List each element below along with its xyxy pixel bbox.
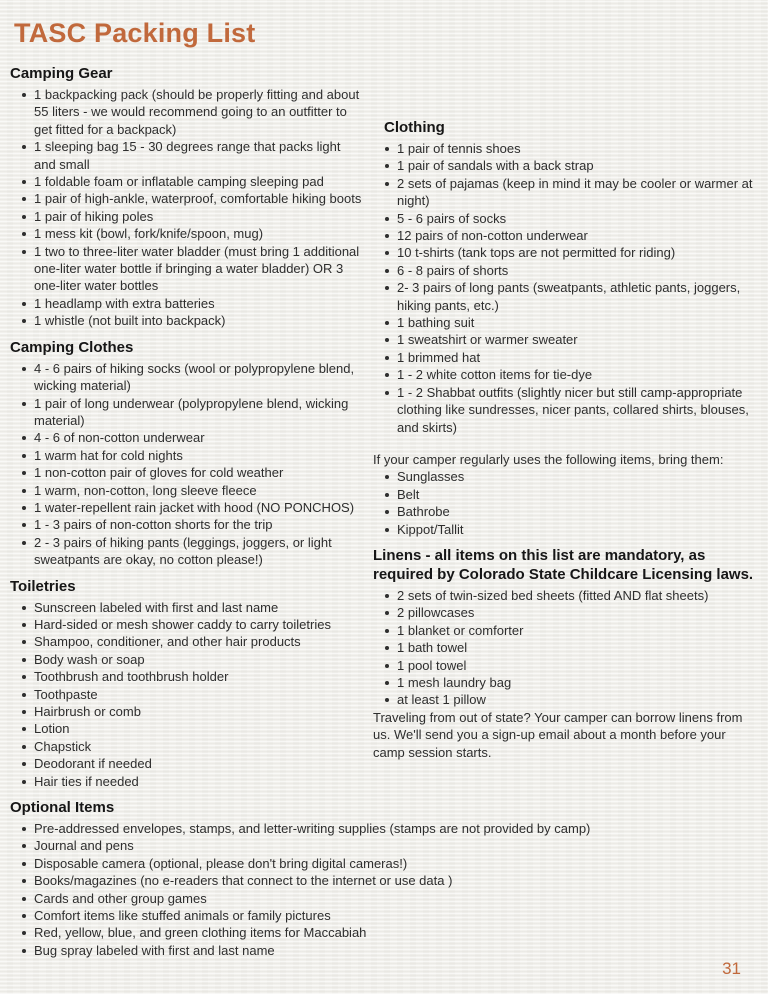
list-item: 2- 3 pairs of long pants (sweatpants, athletic pants, joggers, hiking pants, etc.) <box>397 279 758 314</box>
bullet-list <box>373 468 758 538</box>
list-item: Toothpaste <box>34 686 365 703</box>
section-heading: Camping Gear <box>10 65 113 82</box>
list-item: 2 pillowcases <box>397 604 758 621</box>
bullet-list <box>10 599 365 790</box>
list-item: 1 headlamp with extra batteries <box>34 295 365 312</box>
section-heading: Camping Clothes <box>10 338 134 356</box>
left-column <box>10 64 365 790</box>
list-item: 1 sleeping bag 15 - 30 degrees range that packs light and small <box>34 138 365 173</box>
list-item: at least 1 pillow <box>397 691 758 708</box>
list-item: 1 bathing suit <box>397 314 758 331</box>
section-footer: Traveling from out of state? Your camper can borrow linens from us. We'll send you a sign-up email about a month before your camp session starts. <box>373 709 743 760</box>
bottom-section <box>10 798 758 959</box>
section-heading: Clothing <box>384 119 445 136</box>
list-item: 1 blanket or comforter <box>397 622 758 639</box>
list-item: 5 - 6 pairs of socks <box>397 210 758 227</box>
bullet-list <box>10 86 365 330</box>
list-item: Hard-sided or mesh shower caddy to carry toiletries <box>34 616 365 633</box>
section <box>10 338 365 569</box>
section <box>10 64 365 330</box>
list-item: 1 non-cotton pair of gloves for cold weather <box>34 464 365 481</box>
list-item: 1 pair of hiking poles <box>34 208 365 225</box>
list-item: Toothbrush and toothbrush holder <box>34 668 365 685</box>
section <box>10 798 758 959</box>
section-heading: Linens - all items on this list are mandatory, as required by Colorado State Childcare Licensing laws. <box>373 546 754 583</box>
list-item: Books/magazines (no e-readers that connect to the internet or use data ) <box>34 872 758 889</box>
list-item: 1 bath towel <box>397 639 758 656</box>
list-item: 1 pool towel <box>397 657 758 674</box>
list-item: 1 two to three-liter water bladder (must bring 1 additional one-liter water bottle if bringing a water bladder) OR 3 one-liter water bottles <box>34 243 365 295</box>
list-item: 1 warm hat for cold nights <box>34 447 365 464</box>
list-item: 12 pairs of non-cotton underwear <box>397 227 758 244</box>
list-item: 1 - 3 pairs of non-cotton shorts for the trip <box>34 516 365 533</box>
bullet-list <box>10 360 365 569</box>
section-heading: Toiletries <box>10 577 76 595</box>
list-item: 1 water-repellent rain jacket with hood (NO PONCHOS) <box>34 499 365 516</box>
section-intro: If your camper regularly uses the following items, bring them: <box>373 451 724 467</box>
list-item: Deodorant if needed <box>34 755 365 772</box>
list-item: Pre-addressed envelopes, stamps, and letter-writing supplies (stamps are not provided by camp) <box>34 820 758 837</box>
list-item: 1 whistle (not built into backpack) <box>34 312 365 329</box>
list-item: 1 pair of long underwear (polypropylene blend, wicking material) <box>34 395 365 430</box>
list-item: Cards and other group games <box>34 890 758 907</box>
list-item: Disposable camera (optional, please don't bring digital cameras!) <box>34 855 758 872</box>
list-item: 6 - 8 pairs of shorts <box>397 262 758 279</box>
list-item: Hair ties if needed <box>34 773 365 790</box>
section <box>373 546 758 761</box>
bullet-list <box>373 140 758 436</box>
list-item: Sunscreen labeled with first and last name <box>34 599 365 616</box>
two-column-layout <box>10 64 758 790</box>
list-item: 1 pair of sandals with a back strap <box>397 157 758 174</box>
page-title: TASC Packing List <box>14 18 256 48</box>
list-item: Chapstick <box>34 738 365 755</box>
list-item: Body wash or soap <box>34 651 365 668</box>
list-item: 2 sets of twin-sized bed sheets (fitted AND flat sheets) <box>397 587 758 604</box>
section <box>10 577 365 790</box>
list-item: Shampoo, conditioner, and other hair products <box>34 633 365 650</box>
list-item: Sunglasses <box>397 468 758 485</box>
list-item: Belt <box>397 486 758 503</box>
list-item: 4 - 6 pairs of hiking socks (wool or polypropylene blend, wicking material) <box>34 360 365 395</box>
list-item: 10 t-shirts (tank tops are not permitted for riding) <box>397 244 758 261</box>
list-item: Red, yellow, blue, and green clothing items for Maccabiah <box>34 924 758 941</box>
list-item: Lotion <box>34 720 365 737</box>
bullet-list <box>373 587 758 709</box>
section <box>373 451 758 538</box>
list-item: Hairbrush or comb <box>34 703 365 720</box>
list-item: 1 pair of tennis shoes <box>397 140 758 157</box>
list-item: 1 warm, non-cotton, long sleeve fleece <box>34 482 365 499</box>
list-item: Bug spray labeled with first and last name <box>34 942 758 959</box>
list-item: 4 - 6 of non-cotton underwear <box>34 429 365 446</box>
list-item: 1 - 2 white cotton items for tie-dye <box>397 366 758 383</box>
section <box>373 118 758 436</box>
list-item: 1 foldable foam or inflatable camping sleeping pad <box>34 173 365 190</box>
right-column <box>373 64 758 761</box>
bullet-list <box>10 820 758 959</box>
list-item: 1 - 2 Shabbat outfits (slightly nicer but still camp-appropriate clothing like sundresses, nicer pants, collared shirts, blouses, and skirts) <box>397 384 758 436</box>
list-item: 1 mess kit (bowl, fork/knife/spoon, mug) <box>34 225 365 242</box>
page-number: 31 <box>722 959 741 978</box>
list-item: 2 - 3 pairs of hiking pants (leggings, joggers, or light sweatpants are okay, no cotton please!) <box>34 534 365 569</box>
list-item: Comfort items like stuffed animals or family pictures <box>34 907 758 924</box>
list-item: 1 backpacking pack (should be properly fitting and about 55 liters - we would recommend going to an outfitter to get fitted for a backpack) <box>34 86 365 138</box>
list-item: Bathrobe <box>397 503 758 520</box>
list-item: 1 sweatshirt or warmer sweater <box>397 331 758 348</box>
list-item: Journal and pens <box>34 837 758 854</box>
list-item: 2 sets of pajamas (keep in mind it may be cooler or warmer at night) <box>397 175 758 210</box>
list-item: 1 mesh laundry bag <box>397 674 758 691</box>
list-item: 1 brimmed hat <box>397 349 758 366</box>
section-heading: Optional Items <box>10 799 115 817</box>
list-item: 1 pair of high-ankle, waterproof, comfortable hiking boots <box>34 190 365 207</box>
list-item: Kippot/Tallit <box>397 521 758 538</box>
